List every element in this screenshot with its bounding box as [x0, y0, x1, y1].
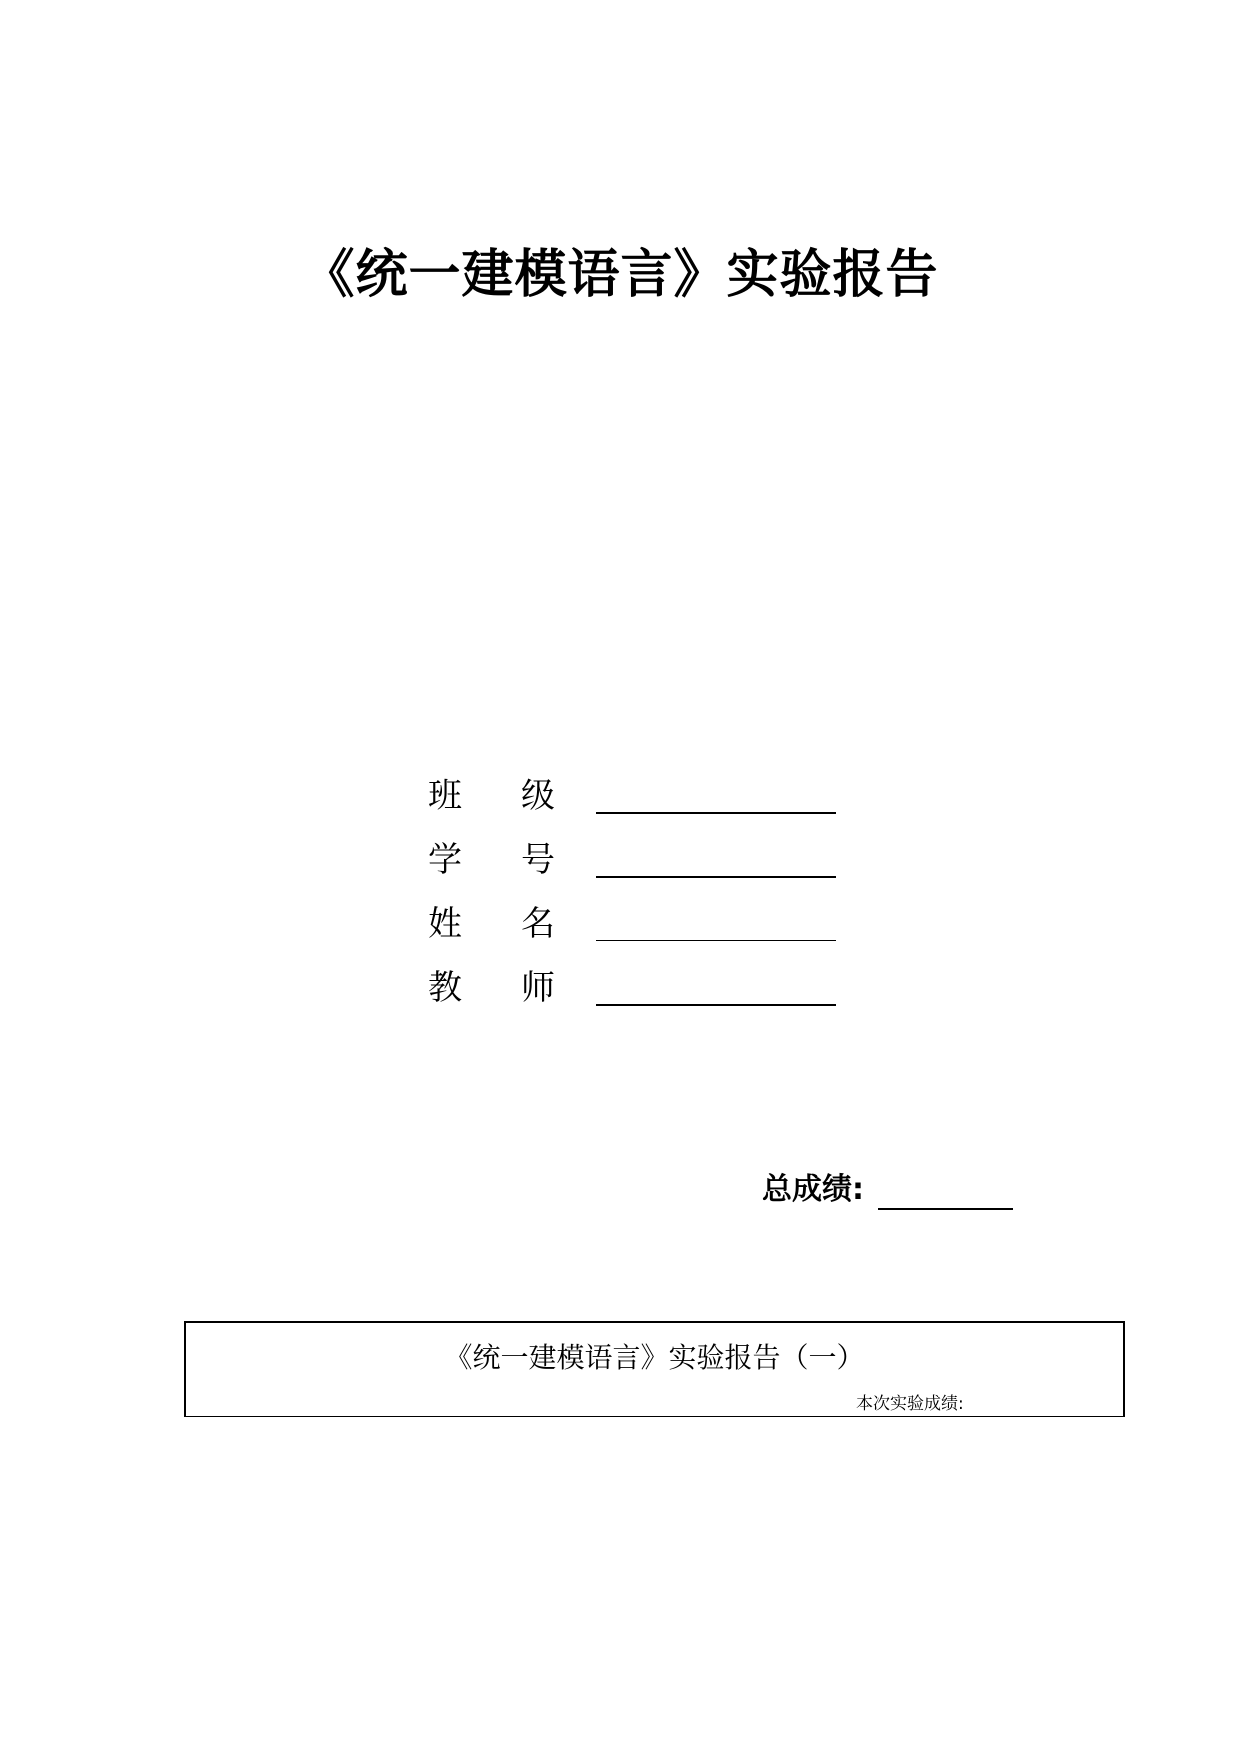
field-name-label-part2: 名	[521, 904, 555, 944]
field-student-id-label-part2: 号	[521, 840, 555, 880]
report-header-box	[184, 1321, 1125, 1417]
total-score-label: 总成绩:	[762, 1172, 864, 1207]
field-name-row	[428, 900, 848, 964]
report-box-title: 《统一建模语言》实验报告（一）	[444, 1341, 865, 1374]
field-name-label-part1: 姓	[428, 904, 462, 944]
field-class-row	[428, 772, 848, 836]
field-teacher-label-part2: 师	[521, 968, 555, 1008]
field-teacher-label-part1: 教	[428, 968, 462, 1008]
document-title: 《统一建模语言》实验报告	[302, 245, 939, 305]
report-box-score-label: 本次实验成绩:	[856, 1394, 964, 1414]
total-score-blank-line	[878, 1208, 1013, 1210]
student-info-block	[428, 772, 848, 1028]
field-class-label-part1: 班	[428, 776, 462, 816]
field-student-id-label-part1: 学	[428, 840, 462, 880]
field-class-blank-line	[596, 812, 836, 814]
field-teacher-row	[428, 964, 848, 1028]
field-student-id-row	[428, 836, 848, 900]
field-class-label-part2: 级	[521, 776, 555, 816]
field-student-id-blank-line	[596, 876, 836, 878]
field-teacher-blank-line	[596, 1004, 836, 1006]
field-name-blank-line	[596, 940, 836, 941]
